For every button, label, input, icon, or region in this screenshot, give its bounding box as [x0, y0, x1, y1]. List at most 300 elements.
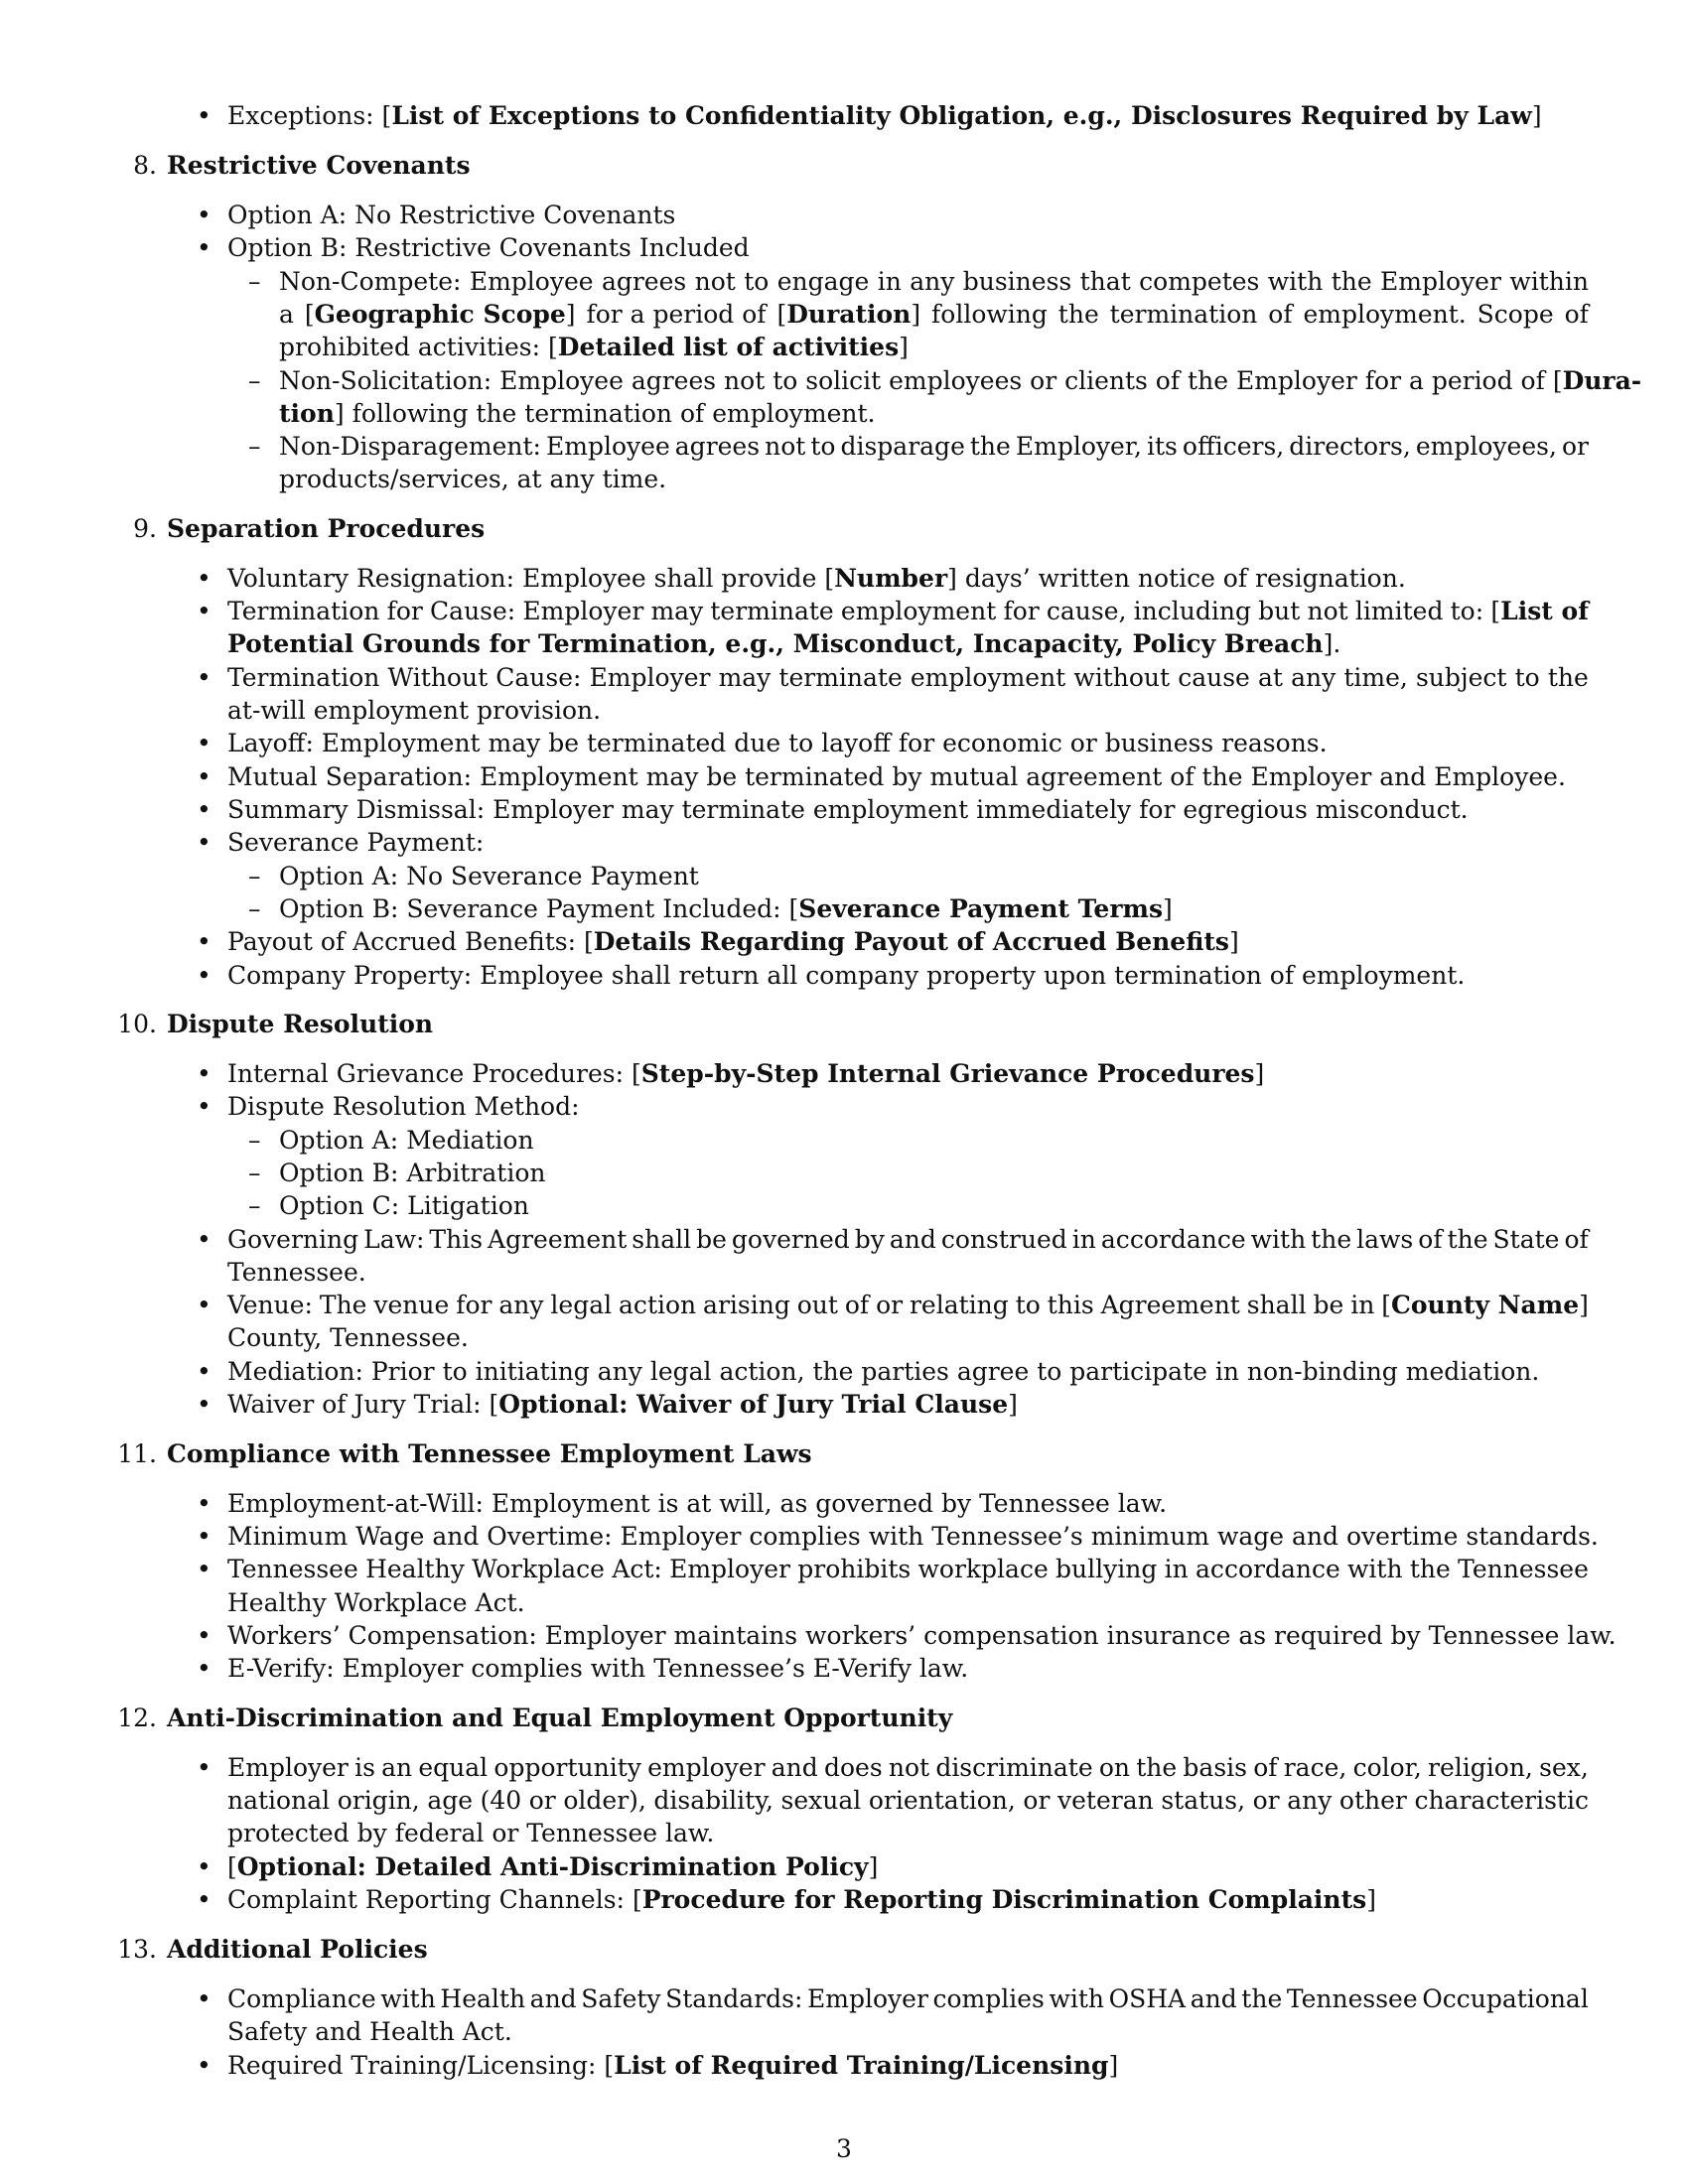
placeholder-text: Procedure for Reporting Discrimination Complaints: [641, 1885, 1367, 1914]
word: cause: [1178, 663, 1250, 692]
exceptions-item: • Exceptions: [List of Exceptions to Confidentiality Obligation, e.g., Disclosures Required by Law]: [0, 99, 1688, 133]
section-number: 8.: [133, 151, 157, 180]
health-safety-line-2: [0, 2015, 1688, 2049]
placeholder-text: Potential Grounds for Termination, e.g., Misconduct, Incapacity, Policy Breach: [227, 629, 1324, 658]
list-item: [0, 1487, 1688, 1521]
section-heading-12: [0, 1702, 1688, 1735]
word: termination: [1109, 300, 1258, 329]
venue-line-2: [0, 1321, 1688, 1355]
word: and: [1190, 1984, 1237, 2013]
dash-marker: –: [248, 1159, 261, 1187]
word: any: [498, 1291, 544, 1319]
word: this: [1047, 1291, 1094, 1319]
word: but: [1258, 597, 1301, 625]
list-item: [0, 826, 1688, 860]
bullet: •: [197, 961, 211, 990]
section-heading-13: [0, 1933, 1688, 1967]
word: State: [1492, 1225, 1560, 1254]
word: sex,: [1539, 1753, 1589, 1782]
list-item: [0, 199, 1688, 232]
word: and: [771, 1753, 818, 1782]
dash-marker: –: [248, 894, 261, 923]
section-title: Restrictive Covenants: [167, 151, 471, 180]
word: national: [227, 1786, 331, 1815]
list-item: [0, 1619, 1688, 1653]
word: Safety: [581, 1984, 661, 2013]
placeholder-text: Number: [834, 564, 948, 593]
word: in: [1071, 1225, 1096, 1254]
word: out: [796, 1291, 838, 1319]
word: with: [1347, 1555, 1403, 1583]
word: Employer: [807, 1984, 928, 2013]
placeholder-text: Optional: Waiver of Jury Trial Clause: [498, 1390, 1009, 1419]
word: governed: [731, 1225, 850, 1254]
placeholder-text: Step-by-Step Internal Grievance Procedures: [640, 1059, 1255, 1088]
placeholder-text: Dura-: [1562, 366, 1642, 395]
word: with: [1267, 267, 1324, 296]
word: or: [1561, 432, 1589, 461]
word: Agreement: [488, 1225, 628, 1254]
justified-line: [227, 1553, 1589, 1586]
word: Healthy: [365, 1555, 465, 1583]
list-item: [0, 793, 1688, 827]
sub-list-item: [0, 1189, 1688, 1223]
bullet: •: [197, 1753, 211, 1782]
word: within: [1509, 267, 1589, 296]
word: Scope: [1477, 300, 1554, 329]
item-text: protected by federal or Tennessee law.: [227, 1819, 715, 1847]
item-text: Option A: No Restrictive Covenants: [227, 201, 676, 229]
item-text: County, Tennessee.: [227, 1323, 469, 1352]
word: an: [381, 1753, 413, 1782]
word: does: [823, 1753, 883, 1782]
word: age: [427, 1786, 474, 1815]
placeholder-text: List of Required Training/Licensing: [614, 2051, 1109, 2080]
word: status,: [1161, 1786, 1246, 1815]
word: venue: [373, 1291, 450, 1319]
word: Occupational: [1422, 1984, 1589, 2013]
bullet: •: [197, 828, 211, 857]
word: with: [1049, 1984, 1105, 2013]
section-heading-9: [0, 512, 1688, 546]
word: employment: [910, 663, 1066, 692]
word: Termination: [227, 597, 380, 625]
placeholder-text: List of: [1500, 597, 1589, 625]
eeo-line-2: [0, 1784, 1688, 1818]
list-item: • Required Training/Licensing: [List of Required Training/Licensing]: [0, 2049, 1688, 2083]
word: of: [844, 1291, 870, 1319]
word: with: [1250, 1225, 1307, 1254]
word: Employer: [669, 1555, 790, 1583]
sub-list-item: [0, 1124, 1688, 1158]
word: Employee: [546, 432, 670, 461]
word: agrees: [674, 432, 761, 461]
sub-list-item: – Option B: Severance Payment Included: [Severance Payment Terms]: [0, 892, 1688, 926]
bullet: •: [197, 729, 211, 757]
word: Without: [387, 663, 489, 692]
item-text: products/services, at any time.: [279, 465, 667, 493]
placeholder-text: List of Exceptions to Confidentiality Obligation, e.g., Disclosures Required by Law: [391, 101, 1532, 130]
bullet: •: [197, 1059, 211, 1088]
nonsolicit-line-2: tion] following the termination of employment.: [279, 399, 876, 428]
word: the: [1547, 663, 1589, 692]
word: with: [380, 1984, 436, 2013]
word: the: [1057, 300, 1099, 329]
list-item: [0, 760, 1688, 794]
word: origin,: [337, 1786, 420, 1815]
item-text: at-will employment provision.: [227, 696, 602, 725]
item-text: Option B: Restrictive Covenants Included: [227, 233, 750, 262]
word: subject: [1415, 663, 1507, 692]
word: to: [744, 267, 770, 296]
eeo-line-3: [0, 1817, 1688, 1850]
list-item: • Payout of Accrued Benefits: [Details Regarding Payout of Accrued Benefits]: [0, 925, 1688, 959]
word: is: [354, 1753, 375, 1782]
section-heading-11: [0, 1437, 1688, 1471]
list-item: • [Optional: Detailed Anti-Discrimination Policy]: [0, 1850, 1688, 1884]
bullet: •: [197, 795, 211, 824]
word: This: [429, 1225, 484, 1254]
word: the: [1447, 1225, 1488, 1254]
word: or: [1252, 1786, 1280, 1815]
word: business: [962, 267, 1072, 296]
word: laws: [1356, 1225, 1414, 1254]
word: agrees: [601, 267, 687, 296]
section-title: Dispute Resolution: [167, 1010, 434, 1038]
word: Non-Compete:: [279, 267, 462, 296]
word: cause,: [1046, 597, 1127, 625]
word: equal: [418, 1753, 489, 1782]
word: OSHA: [1108, 1984, 1187, 2013]
word: other: [1338, 1786, 1407, 1815]
bullet: •: [197, 762, 211, 791]
dash-marker: –: [248, 862, 261, 890]
word: Non-Disparagement:: [279, 432, 541, 461]
bullet: •: [197, 1092, 211, 1121]
word: on: [1098, 1753, 1131, 1782]
word: may: [650, 597, 704, 625]
list-item: [0, 1520, 1688, 1554]
placeholder-text: Detailed list of activities: [557, 333, 900, 361]
word: any: [910, 267, 955, 296]
item-text: Severance Payment:: [227, 828, 485, 857]
item-text: Layoff: Employment may be terminated due to layoff for economic or business reasons.: [227, 729, 1328, 757]
word: accordance: [1100, 1225, 1246, 1254]
item-text: Company Property: Employee shall return all company property upon termination of employment.: [227, 961, 1466, 990]
item-text: Option A: Mediation: [279, 1126, 534, 1155]
bullet: •: [197, 564, 211, 593]
bullet: •: [197, 1852, 211, 1881]
section-heading-10: [0, 1008, 1688, 1041]
bullet: •: [197, 1357, 211, 1386]
placeholder-text: Duration: [786, 300, 912, 329]
word: Governing: [227, 1225, 359, 1254]
word: Tennessee: [1458, 1555, 1589, 1583]
word: by: [854, 1225, 885, 1254]
bullet: •: [197, 663, 211, 692]
bullet: •: [197, 1291, 211, 1319]
word: of: [1418, 1225, 1443, 1254]
item-text: E-Verify: Employer complies with Tennessee’s E-Verify law.: [227, 1654, 969, 1683]
word: Tennessee: [227, 1555, 358, 1583]
bullet: •: [197, 597, 211, 625]
bullet: •: [197, 101, 211, 130]
list-item: [0, 1090, 1688, 1124]
word: Termination: [227, 663, 380, 692]
bullet: •: [197, 201, 211, 229]
section-title: Separation Procedures: [167, 514, 486, 543]
word: Agreement: [1100, 1291, 1240, 1319]
placeholder-text: Optional: Detailed Anti-Discrimination Policy: [236, 1852, 869, 1881]
bullet: •: [197, 1390, 211, 1419]
word: of: [1268, 300, 1293, 329]
bullet: •: [197, 1555, 211, 1583]
item-text: Dispute Resolution Method:: [227, 1092, 580, 1121]
word: terminate: [778, 663, 903, 692]
nondisparage-line-1: [0, 430, 1688, 464]
word: employment: [840, 597, 997, 625]
word: to: [810, 432, 836, 461]
item-text: Option B: Arbitration: [279, 1159, 546, 1187]
word: disparage: [840, 432, 965, 461]
item-text: Employment-at-Will: Employment is at will, as governed by Tennessee law.: [227, 1489, 1168, 1518]
word: its: [1146, 432, 1178, 461]
justified-line: [227, 661, 1589, 695]
section-title: Anti-Discrimination and Equal Employment Opportunity: [167, 1704, 953, 1732]
word: be: [1313, 1291, 1344, 1319]
word: veteran: [1057, 1786, 1154, 1815]
section-heading-8: [0, 149, 1688, 183]
word: the: [969, 432, 1011, 461]
word: Act:: [612, 1555, 662, 1583]
termination-cause-line-1: [0, 595, 1688, 628]
justified-line: a [Geographic Scope] for a period of [Duration] following the termination of employment. Scope of: [279, 298, 1589, 332]
word: not: [694, 267, 736, 296]
justified-line: [227, 1784, 1589, 1818]
sub-list-item: [0, 860, 1688, 893]
word: color,: [1352, 1753, 1422, 1782]
word: limited: [1354, 597, 1444, 625]
word: Employer: [1380, 267, 1501, 296]
bullet: •: [197, 1885, 211, 1914]
list-item: [0, 1652, 1688, 1686]
bullet: •: [197, 1984, 211, 2013]
justified-line: [279, 265, 1589, 299]
bullet: •: [197, 1489, 211, 1518]
governing-law-line-1: [0, 1223, 1688, 1257]
word: of: [1564, 1225, 1589, 1254]
word: directors,: [1289, 432, 1411, 461]
item-text: Tennessee.: [227, 1258, 366, 1287]
word: in: [877, 267, 902, 296]
section-title: Additional Policies: [167, 1935, 428, 1964]
section-title: Compliance with Tennessee Employment Laws: [167, 1439, 812, 1468]
word: religion,: [1428, 1753, 1533, 1782]
item-text: Option A: No Severance Payment: [279, 862, 699, 890]
word: complies: [932, 1984, 1045, 2013]
word: basis: [1183, 1753, 1247, 1782]
word: not: [1307, 597, 1348, 625]
word: workplace: [917, 1555, 1049, 1583]
word: Compliance: [227, 1984, 376, 2013]
word: the: [1331, 267, 1372, 296]
bullet: •: [197, 1654, 211, 1683]
list-item: • Complaint Reporting Channels: [Procedure for Reporting Discrimination Complaints]: [0, 1883, 1688, 1917]
word: Cause:: [430, 597, 516, 625]
word: Employer: [589, 663, 711, 692]
word: relating: [909, 1291, 1009, 1319]
word: time,: [1343, 663, 1408, 692]
page-number: 3: [836, 2134, 852, 2163]
word: orientation,: [868, 1786, 1016, 1815]
word: that: [1079, 267, 1131, 296]
dash-marker: –: [248, 1126, 261, 1155]
item-text: Summary Dismissal: Employer may terminate employment immediately for egregious misconduct.: [227, 795, 1469, 824]
item-text: Safety and Health Act.: [227, 2017, 512, 2046]
bullet: •: [197, 233, 211, 262]
section-number: 10.: [117, 1010, 157, 1038]
word: in: [1350, 1291, 1375, 1319]
bullet: •: [197, 2051, 211, 2080]
noncompete-line-2: [0, 298, 1688, 332]
word: for: [386, 597, 423, 625]
word: employment.: [1303, 300, 1467, 329]
word: (40: [480, 1786, 522, 1815]
word: Employer: [522, 597, 644, 625]
word: action: [619, 1291, 697, 1319]
healthy-workplace-line-1: [0, 1553, 1688, 1586]
word: and: [529, 1984, 577, 2013]
placeholder-text: Severance Payment Terms: [798, 894, 1164, 923]
eeo-line-1: [0, 1751, 1688, 1785]
word: engage: [776, 267, 870, 296]
item-text: Mutual Separation: Employment may be terminated by mutual agreement of the Employer and Employee.: [227, 762, 1566, 791]
word: be: [696, 1225, 727, 1254]
section-number: 13.: [117, 1935, 157, 1964]
word: following: [931, 300, 1048, 329]
list-item: [0, 231, 1688, 265]
nondisparage-line-2: [0, 463, 1688, 496]
word: employer: [647, 1753, 766, 1782]
word: and: [889, 1225, 936, 1254]
justified-line: [227, 1751, 1589, 1785]
nonsolicit-line-1: – Non-Solicitation: Employee agrees not to solicit employees or clients of the Employer for a period of [Dura-: [0, 364, 1688, 398]
word: prohibits: [797, 1555, 912, 1583]
section-number: 9.: [133, 514, 157, 543]
word: not: [888, 1753, 930, 1782]
termination-cause-line-2: Potential Grounds for Termination, e.g., Misconduct, Incapacity, Policy Breach].: [227, 629, 1341, 658]
word: bullying: [1055, 1555, 1158, 1583]
justified-line: [279, 430, 1589, 464]
termination-without-cause-line-1: [0, 661, 1688, 695]
word: the: [1409, 1555, 1451, 1583]
word: Standards:: [665, 1984, 803, 2013]
word: Cause:: [495, 663, 582, 692]
justified-line: Termination for Cause: Employer may terminate employment for cause, including but not limited to: [List of: [227, 595, 1589, 628]
justified-line: Venue: The venue for any legal action arising out of or relating to this Agreement shall be in [County Name]: [227, 1289, 1589, 1322]
bullet: •: [197, 1522, 211, 1551]
word: the: [1311, 1225, 1352, 1254]
placeholder-text: Details Regarding Payout of Accrued Benefits: [593, 927, 1229, 956]
bullet: •: [197, 927, 211, 956]
list-item: • Internal Grievance Procedures: [Step-by-Step Internal Grievance Procedures]: [0, 1057, 1688, 1091]
dash-marker: –: [248, 366, 261, 395]
list-item: • Waiver of Jury Trial: [Optional: Waiver of Jury Trial Clause]: [0, 1388, 1688, 1422]
word: shall: [632, 1225, 692, 1254]
word: employees,: [1415, 432, 1557, 461]
word: Employee: [469, 267, 594, 296]
word: the: [1241, 1984, 1283, 2013]
word: any: [1287, 1786, 1333, 1815]
dash-marker: –: [248, 1191, 261, 1220]
word: Employer,: [1015, 432, 1142, 461]
word: in: [1164, 1555, 1189, 1583]
placeholder-text: tion: [279, 399, 335, 428]
word: terminate: [710, 597, 834, 625]
word: sexual: [780, 1786, 862, 1815]
word: competes: [1139, 267, 1260, 296]
word: for: [456, 1291, 492, 1319]
noncompete-line-3: prohibited activities: [Detailed list of activities]: [279, 333, 909, 361]
healthy-workplace-line-2: [0, 1586, 1688, 1620]
governing-law-line-2: [0, 1256, 1688, 1290]
item-text: Minimum Wage and Overtime: Employer complies with Tennessee’s minimum wage and overtime standards.: [227, 1522, 1599, 1551]
word: construed: [940, 1225, 1067, 1254]
sub-list-item: [0, 1157, 1688, 1190]
noncompete-line-1: [0, 265, 1688, 299]
word: Health: [440, 1984, 526, 2013]
word: of: [1564, 300, 1589, 329]
word: disability,: [653, 1786, 774, 1815]
word: Law:: [363, 1225, 425, 1254]
list-item: [0, 1355, 1688, 1389]
word: of: [1253, 1753, 1278, 1782]
item-text: Option C: Litigation: [279, 1191, 529, 1220]
section-number: 12.: [117, 1704, 157, 1732]
word: officers,: [1182, 432, 1285, 461]
word: at: [1257, 663, 1283, 692]
justified-line: [227, 1223, 1589, 1257]
word: The: [319, 1291, 367, 1319]
word: or: [1023, 1786, 1051, 1815]
bullet: •: [197, 1621, 211, 1650]
bullet: •: [197, 1225, 211, 1254]
word: to: [1514, 663, 1540, 692]
word: Tennessee: [1286, 1984, 1418, 2013]
list-item: • Voluntary Resignation: Employee shall provide [Number] days’ written notice of resignation.: [0, 562, 1688, 596]
word: opportunity: [493, 1753, 641, 1782]
health-safety-line-1: [0, 1982, 1688, 2016]
item-text: Mediation: Prior to initiating any legal action, the parties agree to participate in non-binding mediation.: [227, 1357, 1540, 1386]
word: Employer: [227, 1753, 349, 1782]
item-text: Healthy Workplace Act.: [227, 1588, 525, 1617]
word: to:: [1450, 597, 1484, 625]
word: without: [1073, 663, 1171, 692]
word: the: [1136, 1753, 1178, 1782]
termination-without-cause-line-2: [0, 694, 1688, 728]
word: including: [1133, 597, 1251, 625]
placeholder-text: County Name: [1390, 1291, 1580, 1319]
word: discriminate: [935, 1753, 1093, 1782]
word: to: [1015, 1291, 1041, 1319]
word: older),: [563, 1786, 646, 1815]
word: race,: [1283, 1753, 1347, 1782]
justified-line: [227, 1982, 1589, 2016]
placeholder-text: Geographic Scope: [314, 300, 566, 329]
word: for: [1003, 597, 1040, 625]
word: Venue:: [227, 1291, 313, 1319]
word: arising: [703, 1291, 790, 1319]
